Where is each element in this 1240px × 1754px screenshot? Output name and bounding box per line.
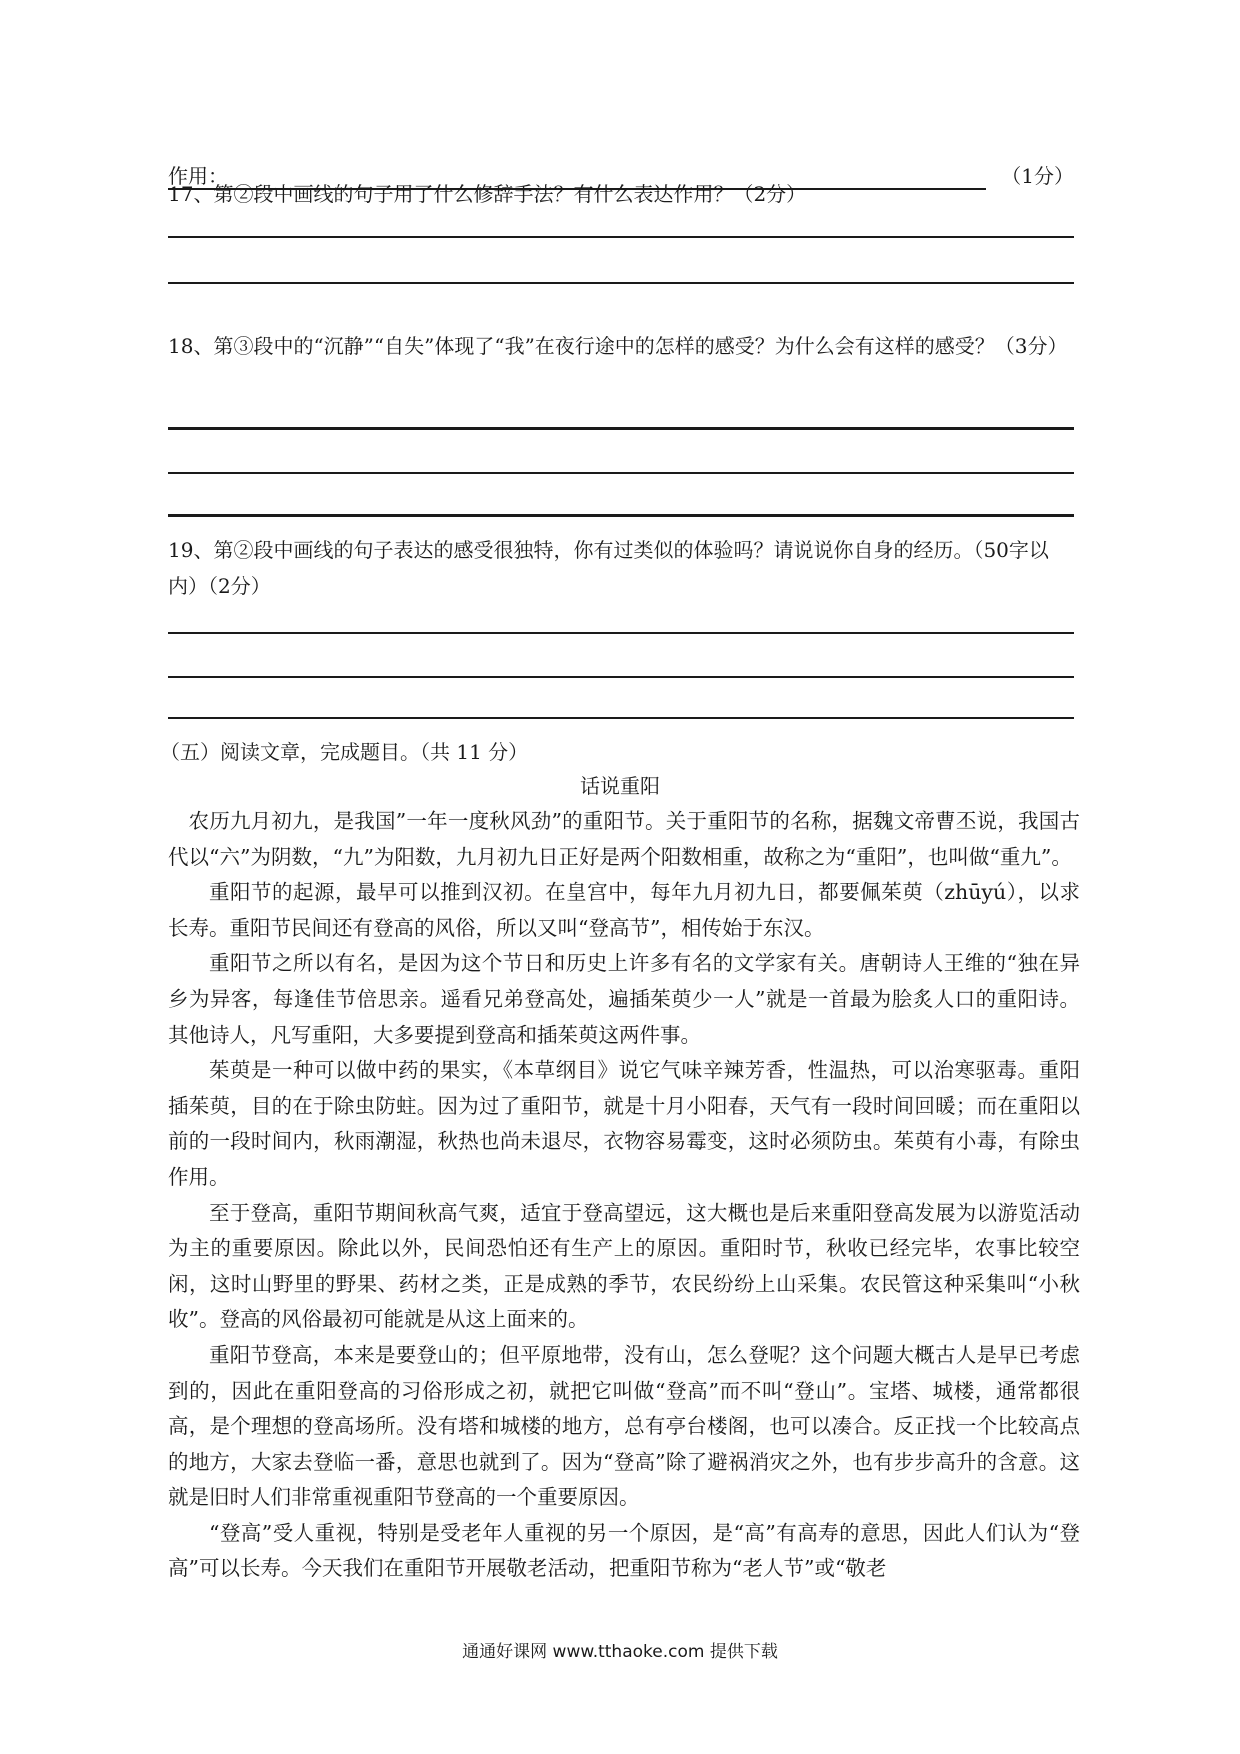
section-title: （五）阅读文章，完成题目。（共 11 分） — [160, 740, 529, 764]
answer-line-17-2 — [168, 282, 1074, 284]
answer-line-18-3 — [168, 514, 1074, 517]
article-paragraph: 重阳节之所以有名，是因为这个节日和历史上许多有名的文学家有关。唐朝诗人王维的“独在异乡为异客，每逢佳节倍思亲。遥看兄弟登高处，遍插茱萸少一人”就是一首最为脍炙人口的重阳诗。其他诗人，凡写重阳，大多要提到登高和插茱萸这两件事。 — [168, 951, 1080, 1047]
article-paragraph: 重阳节的起源，最早可以推到汉初。在皇宫中，每年九月初九日，都要佩茱萸（zhūyú），以求长寿。重阳节民间还有登高的风俗，所以又叫“登高节”，相传始于东汉。 — [168, 880, 1080, 940]
article-body — [168, 804, 1080, 1587]
article-paragraph: 重阳节登高，本来是要登山的；但平原地带，没有山，怎么登呢？这个问题大概古人是早已考虑到的，因此在重阳登高的习俗形成之初，就把它叫做“登高”而不叫“登山”。宝塔、城楼，通常都很高，是个理想的登高场所。没有塔和城楼的地方，总有亭台楼阁，也可以凑合。反正找一个比较高点的地方，大家去登临一番，意思也就到了。因为“登高”除了避祸消灾之外，也有步步高升的含意。这就是旧时人们非常重视重阳节登高的一个重要原因。 — [168, 1342, 1080, 1510]
answer-line-19-3 — [168, 717, 1074, 719]
answer-line-19-2 — [168, 676, 1074, 678]
article-paragraph: 茱萸是一种可以做中药的果实，《本草纲目》说它气味辛辣芳香，性温热，可以治寒驱毒。重阳插茱萸，目的在于除虫防蛀。因为过了重阳节，就是十月小阳春，天气有一段时间回暖；而在重阳以前的一段时间内，秋雨潮湿，秋热也尚未退尽，衣物容易霉变，这时必须防虫。茱萸有小毒，有除虫作用。 — [168, 1058, 1080, 1189]
question-18: 18、第③段中的“沉静”“自失”体现了“我”在夜行途中的怎样的感受？为什么会有这样的感受？（3分） — [168, 334, 1068, 358]
article-title: 话说重阳 — [580, 774, 660, 798]
page-footer: 通通好课网 www.tthaoke.com 提供下载 — [462, 1642, 778, 1662]
zuoyong-label: 作用： — [168, 164, 228, 188]
answer-line-18-1 — [168, 427, 1074, 430]
answer-line-19-1 — [168, 632, 1074, 634]
answer-line-18-2 — [168, 472, 1074, 474]
article-paragraph: 至于登高，重阳节期间秋高气爽，适宜于登高望远，这大概也是后来重阳登高发展为以游览活动为主的重要原因。除此以外，民间恐怕还有生产上的原因。重阳时节，秋收已经完毕，农事比较空闲，这时山野里的野果、药材之类，正是成熟的季节，农民纷纷上山采集。农民管这种采集叫“小秋收”。登高的风俗最初可能就是从这上面来的。 — [168, 1200, 1080, 1332]
article-paragraph: “登高”受人重视，特别是受老年人重视的另一个原因，是“高”有高寿的意思，因此人们认为“登高”可以长寿。今天我们在重阳节开展敬老活动，把重阳节称为“老人节”或“敬老 — [168, 1520, 1080, 1581]
zuoyong-score: （1分） — [1001, 164, 1074, 188]
article-paragraph: 农历九月初九，是我国”一年一度秋风劲”的重阳节。关于重阳节的名称，据魏文帝曹丕说，我国古代以“六”为阴数，“九”为阳数，九月初九日正好是两个阳数相重，故称之为“重阳”，也叫做“重九”。 — [168, 809, 1080, 869]
question-19: 19、第②段中画线的句子表达的感受很独特，你有过类似的体验吗？请说说你自身的经历。（50字以内）（2分） — [168, 538, 1049, 598]
answer-line-17-1 — [168, 236, 1074, 238]
question-17: 17、第②段中画线的句子用了什么修辞手法？有什么表达作用？（2分） — [168, 182, 807, 206]
